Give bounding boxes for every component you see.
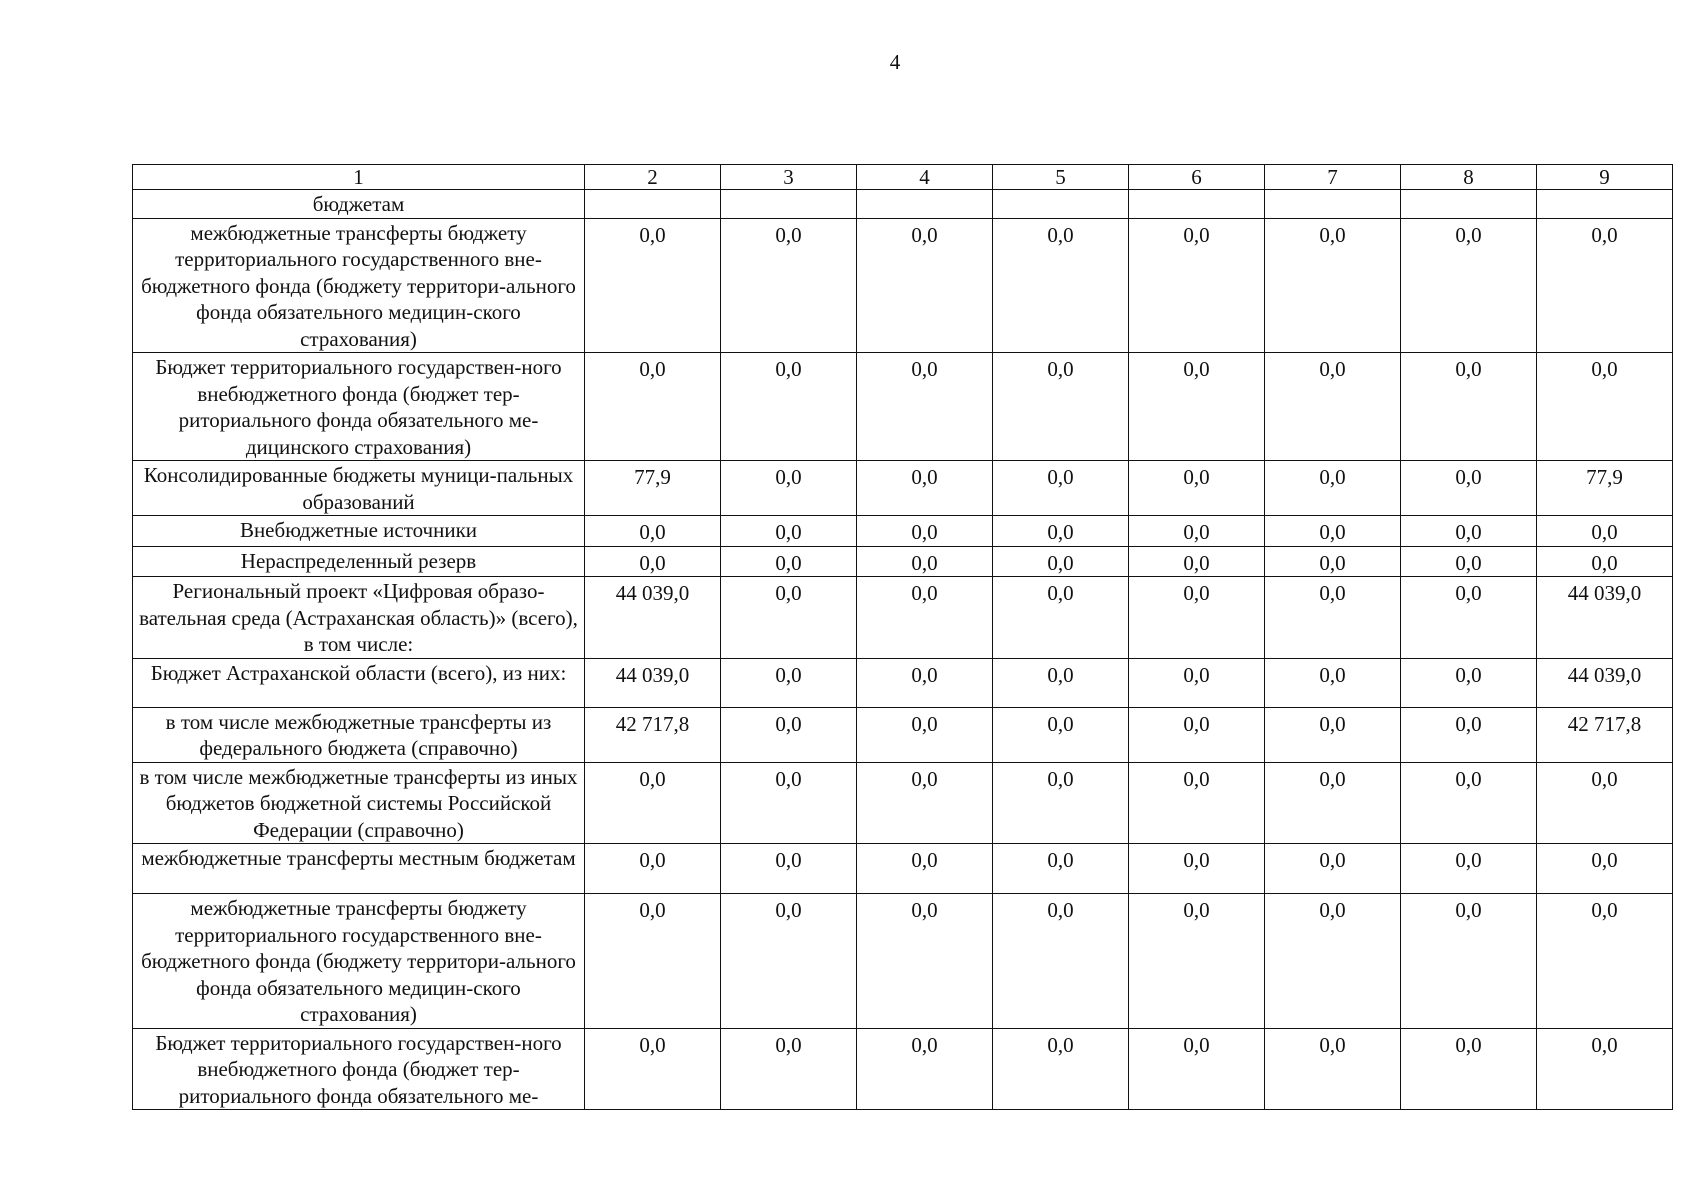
value-cell: 0,0 (1537, 546, 1673, 577)
value-cell: 0,0 (1401, 1028, 1537, 1110)
table-row (133, 894, 1673, 1029)
value-cell: 0,0 (993, 577, 1129, 659)
value-cell: 0,0 (585, 546, 721, 577)
value-cell: 0,0 (721, 844, 857, 894)
value-cell: 77,9 (1537, 461, 1673, 516)
value-cell: 0,0 (993, 218, 1129, 353)
row-label: Бюджет территориального государствен-ного внебюджетного фонда (бюджет тер-риториального фонда обязательного ме-дицинского страхования) (133, 353, 585, 461)
value-cell: 0,0 (1129, 844, 1265, 894)
value-cell: 0,0 (1537, 218, 1673, 353)
value-cell: 0,0 (1537, 894, 1673, 1029)
row-label: Нераспределенный резерв (133, 546, 585, 577)
value-cell: 0,0 (857, 762, 993, 844)
value-cell: 0,0 (721, 894, 857, 1029)
value-cell: 0,0 (993, 1028, 1129, 1110)
value-cell: 0,0 (1129, 516, 1265, 547)
value-cell: 0,0 (585, 894, 721, 1029)
value-cell: 42 717,8 (1537, 707, 1673, 762)
value-cell: 0,0 (721, 707, 857, 762)
value-cell: 0,0 (1401, 844, 1537, 894)
value-cell: 0,0 (1265, 658, 1401, 707)
column-header-row (133, 165, 1673, 190)
column-header: 3 (721, 165, 857, 190)
value-cell: 0,0 (1129, 461, 1265, 516)
value-cell: 0,0 (993, 546, 1129, 577)
budget-table (132, 164, 1673, 1110)
row-label: Бюджет Астраханской области (всего), из них: (133, 658, 585, 707)
value-cell: 0,0 (721, 546, 857, 577)
value-cell (1537, 190, 1673, 219)
row-label: межбюджетные трансферты бюджету территориального государственного вне-бюджетного фонда (бюджету территори-ального фонда обязательного медицин-ского страхования) (133, 218, 585, 353)
value-cell: 0,0 (857, 894, 993, 1029)
value-cell: 0,0 (721, 577, 857, 659)
value-cell: 0,0 (1265, 894, 1401, 1029)
value-cell: 44 039,0 (1537, 658, 1673, 707)
value-cell: 0,0 (1129, 894, 1265, 1029)
column-header: 7 (1265, 165, 1401, 190)
value-cell: 0,0 (1265, 707, 1401, 762)
value-cell (721, 190, 857, 219)
value-cell: 0,0 (1129, 353, 1265, 461)
value-cell: 0,0 (993, 353, 1129, 461)
value-cell: 0,0 (1265, 353, 1401, 461)
value-cell: 0,0 (993, 516, 1129, 547)
value-cell: 0,0 (1265, 461, 1401, 516)
value-cell: 0,0 (857, 844, 993, 894)
value-cell: 0,0 (1401, 461, 1537, 516)
value-cell: 44 039,0 (1537, 577, 1673, 659)
value-cell: 0,0 (857, 516, 993, 547)
value-cell (993, 190, 1129, 219)
value-cell: 0,0 (721, 762, 857, 844)
row-label: межбюджетные трансферты местным бюджетам (133, 844, 585, 894)
value-cell: 0,0 (1401, 762, 1537, 844)
value-cell: 0,0 (1401, 516, 1537, 547)
page-number: 4 (889, 50, 901, 74)
value-cell: 0,0 (857, 353, 993, 461)
value-cell: 0,0 (721, 353, 857, 461)
value-cell: 44 039,0 (585, 658, 721, 707)
value-cell: 0,0 (585, 844, 721, 894)
value-cell: 42 717,8 (585, 707, 721, 762)
row-label: в том числе межбюджетные трансферты из федерального бюджета (справочно) (133, 707, 585, 762)
table-row (133, 461, 1673, 516)
value-cell: 0,0 (1129, 658, 1265, 707)
value-cell: 0,0 (993, 894, 1129, 1029)
value-cell: 0,0 (857, 658, 993, 707)
value-cell: 44 039,0 (585, 577, 721, 659)
row-label: Региональный проект «Цифровая образо-вательная среда (Астраханская область)» (всего), в том числе: (133, 577, 585, 659)
value-cell: 0,0 (1129, 707, 1265, 762)
value-cell: 0,0 (1129, 546, 1265, 577)
value-cell (1401, 190, 1537, 219)
value-cell: 0,0 (993, 844, 1129, 894)
value-cell: 0,0 (1129, 218, 1265, 353)
value-cell: 0,0 (857, 1028, 993, 1110)
row-label: Консолидированные бюджеты муници-пальных образований (133, 461, 585, 516)
value-cell: 0,0 (585, 516, 721, 547)
value-cell (1265, 190, 1401, 219)
value-cell (857, 190, 993, 219)
value-cell: 0,0 (993, 762, 1129, 844)
table-row (133, 577, 1673, 659)
value-cell: 0,0 (1265, 218, 1401, 353)
column-header: 8 (1401, 165, 1537, 190)
table-row (133, 218, 1673, 353)
value-cell: 77,9 (585, 461, 721, 516)
value-cell: 0,0 (721, 461, 857, 516)
row-label: бюджетам (133, 190, 585, 219)
table-row (133, 546, 1673, 577)
value-cell: 0,0 (857, 577, 993, 659)
value-cell: 0,0 (1129, 577, 1265, 659)
value-cell: 0,0 (1401, 894, 1537, 1029)
value-cell: 0,0 (1129, 762, 1265, 844)
value-cell: 0,0 (1401, 658, 1537, 707)
column-header: 1 (133, 165, 585, 190)
value-cell: 0,0 (1401, 353, 1537, 461)
value-cell: 0,0 (1265, 577, 1401, 659)
table-row (133, 707, 1673, 762)
value-cell: 0,0 (857, 546, 993, 577)
value-cell: 0,0 (857, 218, 993, 353)
value-cell: 0,0 (1401, 546, 1537, 577)
value-cell: 0,0 (993, 658, 1129, 707)
value-cell: 0,0 (1401, 218, 1537, 353)
value-cell: 0,0 (993, 707, 1129, 762)
value-cell (585, 190, 721, 219)
value-cell: 0,0 (585, 1028, 721, 1110)
value-cell: 0,0 (721, 658, 857, 707)
table-row (133, 1028, 1673, 1110)
row-label: Внебюджетные источники (133, 516, 585, 547)
value-cell: 0,0 (857, 461, 993, 516)
value-cell: 0,0 (1265, 1028, 1401, 1110)
table-row (133, 658, 1673, 707)
table-row (133, 762, 1673, 844)
value-cell: 0,0 (585, 218, 721, 353)
column-header: 2 (585, 165, 721, 190)
row-label: межбюджетные трансферты бюджету территориального государственного вне-бюджетного фонда (бюджету территори-ального фонда обязательного медицин-ского страхования) (133, 894, 585, 1029)
column-header: 5 (993, 165, 1129, 190)
value-cell: 0,0 (1265, 546, 1401, 577)
value-cell: 0,0 (721, 218, 857, 353)
value-cell: 0,0 (1401, 707, 1537, 762)
value-cell: 0,0 (721, 1028, 857, 1110)
value-cell: 0,0 (1129, 1028, 1265, 1110)
value-cell: 0,0 (993, 461, 1129, 516)
value-cell: 0,0 (1537, 516, 1673, 547)
value-cell: 0,0 (585, 762, 721, 844)
row-label: в том числе межбюджетные трансферты из иных бюджетов бюджетной системы Российской Федерации (справочно) (133, 762, 585, 844)
table-row (133, 844, 1673, 894)
value-cell: 0,0 (1401, 577, 1537, 659)
value-cell: 0,0 (1537, 762, 1673, 844)
column-header: 9 (1537, 165, 1673, 190)
value-cell: 0,0 (857, 707, 993, 762)
row-label: Бюджет территориального государствен-ного внебюджетного фонда (бюджет тер-риториального фонда обязательного ме- (133, 1028, 585, 1110)
value-cell: 0,0 (1265, 762, 1401, 844)
value-cell: 0,0 (1537, 353, 1673, 461)
table-row (133, 190, 1673, 219)
column-header: 6 (1129, 165, 1265, 190)
value-cell: 0,0 (585, 353, 721, 461)
value-cell (1129, 190, 1265, 219)
value-cell: 0,0 (1537, 844, 1673, 894)
table-row (133, 353, 1673, 461)
value-cell: 0,0 (1265, 844, 1401, 894)
table-row (133, 516, 1673, 547)
value-cell: 0,0 (721, 516, 857, 547)
value-cell: 0,0 (1265, 516, 1401, 547)
value-cell: 0,0 (1537, 1028, 1673, 1110)
column-header: 4 (857, 165, 993, 190)
